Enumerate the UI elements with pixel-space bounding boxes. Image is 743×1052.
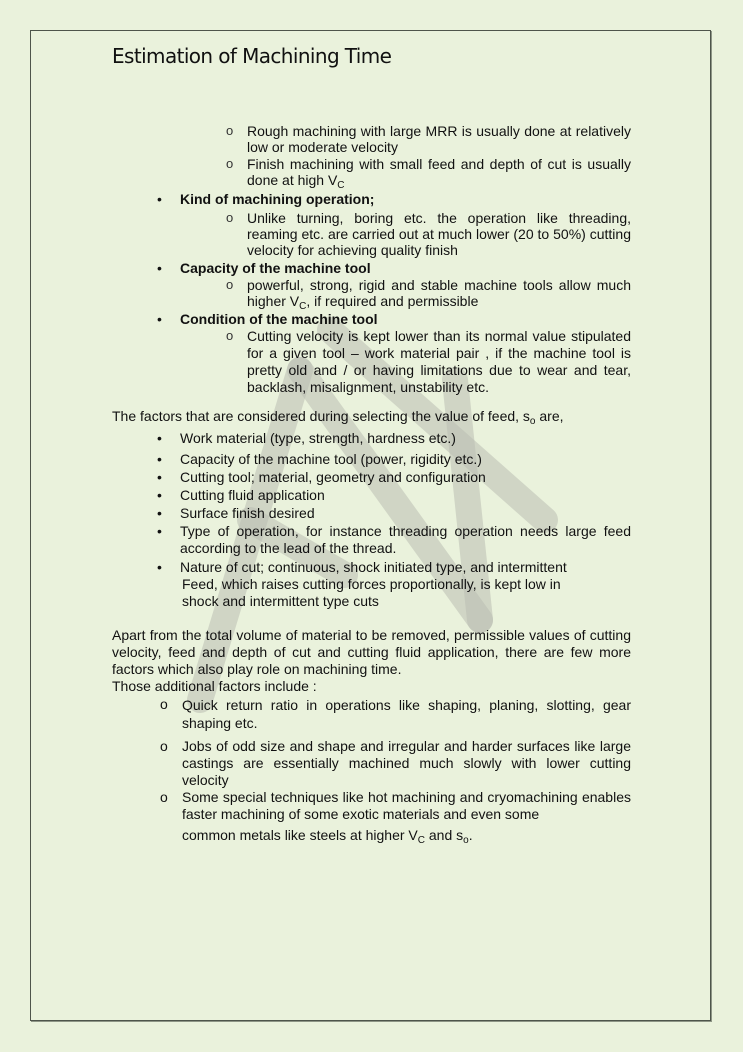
bullet-marker: • [157, 469, 162, 485]
item-line: Feed, which raises cutting forces proportionally, is kept low in [182, 576, 561, 592]
item-text: common metals like steels at higher V [182, 827, 418, 843]
item-last-line [182, 827, 631, 844]
subscript: C [417, 835, 425, 846]
item-text: . [468, 827, 473, 843]
subscript: o [463, 835, 469, 846]
bullet-marker: • [157, 487, 162, 503]
bullet-marker: • [157, 430, 162, 446]
bullet-marker: • [157, 451, 162, 467]
list-item: Cutting velocity is kept lower than its normal value stipulated for a given tool – work material pair , if the machine tool is pretty old and / or having limitations due to wear and tear, backlash, misalignment, unstability etc. [247, 328, 631, 395]
sub-bullet-marker: o [226, 156, 234, 171]
bullet-marker: • [157, 505, 162, 521]
sub-bullet-marker: o [226, 328, 234, 343]
item-text: , if required and permissible [306, 293, 479, 309]
item-text: powerful, strong, rigid and stable machine tools allow much higher V [247, 277, 631, 309]
list-item: Type of operation, for instance threading operation needs large feed according to the lead of the thread. [180, 523, 631, 556]
feed-factors-intro [112, 408, 631, 427]
subscript: C [337, 180, 345, 191]
item-text: Finish machining with small feed and depth of cut is usually done at high V [247, 156, 631, 188]
bullet-marker: • [157, 260, 162, 276]
sub-bullet-marker: o [160, 789, 168, 805]
bullet-marker: • [157, 311, 162, 327]
sub-bullet-marker: o [160, 738, 168, 754]
list-item: Jobs of odd size and shape and irregular and harder surfaces like large castings are essentially machined much slowly with lower cutting velocity [182, 738, 631, 788]
list-item: Work material (type, strength, hardness etc.) [180, 430, 456, 446]
list-item: Capacity of the machine tool (power, rigidity etc.) [180, 451, 482, 467]
list-item [182, 789, 631, 844]
section-heading-kind-of-operation: Kind of machining operation; [180, 191, 375, 207]
sub-bullet-marker: o [226, 123, 234, 138]
additional-factors-paragraph: Apart from the total volume of material to be removed, permissible values of cutting velocity, feed and depth of cut and cutting fluid application, there are few more factors which also play role on machining time. [112, 627, 631, 677]
section-heading-capacity: Capacity of the machine tool [180, 260, 371, 276]
bullet-marker: • [157, 559, 162, 575]
subscript: o [529, 416, 536, 427]
sub-bullet-marker: o [226, 210, 234, 225]
list-item: Rough machining with large MRR is usually done at relatively low or moderate velocity [247, 123, 631, 155]
sub-bullet-marker: o [226, 277, 234, 292]
section-heading-condition: Condition of the machine tool [180, 311, 378, 327]
intro-text: are, [535, 408, 564, 424]
list-item [247, 277, 631, 312]
list-item: Cutting fluid application [180, 487, 325, 503]
bullet-marker: • [157, 191, 162, 207]
additional-factors-lead: Those additional factors include : [112, 678, 317, 694]
list-item [180, 559, 631, 610]
page-title: Estimation of Machining Time [112, 44, 392, 68]
item-line: shock and intermittent type cuts [182, 593, 379, 609]
list-item: Surface finish desired [180, 505, 315, 521]
item-line: Nature of cut; continuous, shock initiated type, and intermittent [180, 559, 567, 575]
bullet-marker: • [157, 523, 162, 539]
intro-text: The factors that are considered during selecting the value of feed, s [112, 408, 530, 424]
list-item: Quick return ratio in operations like shaping, planing, slotting, gear shaping etc. [182, 697, 631, 731]
item-text: and s [425, 827, 464, 843]
list-item: Unlike turning, boring etc. the operation like threading, reaming etc. are carried out at much lower (20 to 50%) cutting velocity for achieving quality finish [247, 210, 631, 258]
subscript: C [299, 301, 307, 312]
sub-bullet-marker: o [160, 696, 168, 712]
list-item [247, 156, 631, 191]
list-item: Cutting tool; material, geometry and configuration [180, 469, 486, 485]
item-text: Some special techniques like hot machining and cryomachining enables faster machining of some exotic materials and even some [182, 789, 631, 822]
